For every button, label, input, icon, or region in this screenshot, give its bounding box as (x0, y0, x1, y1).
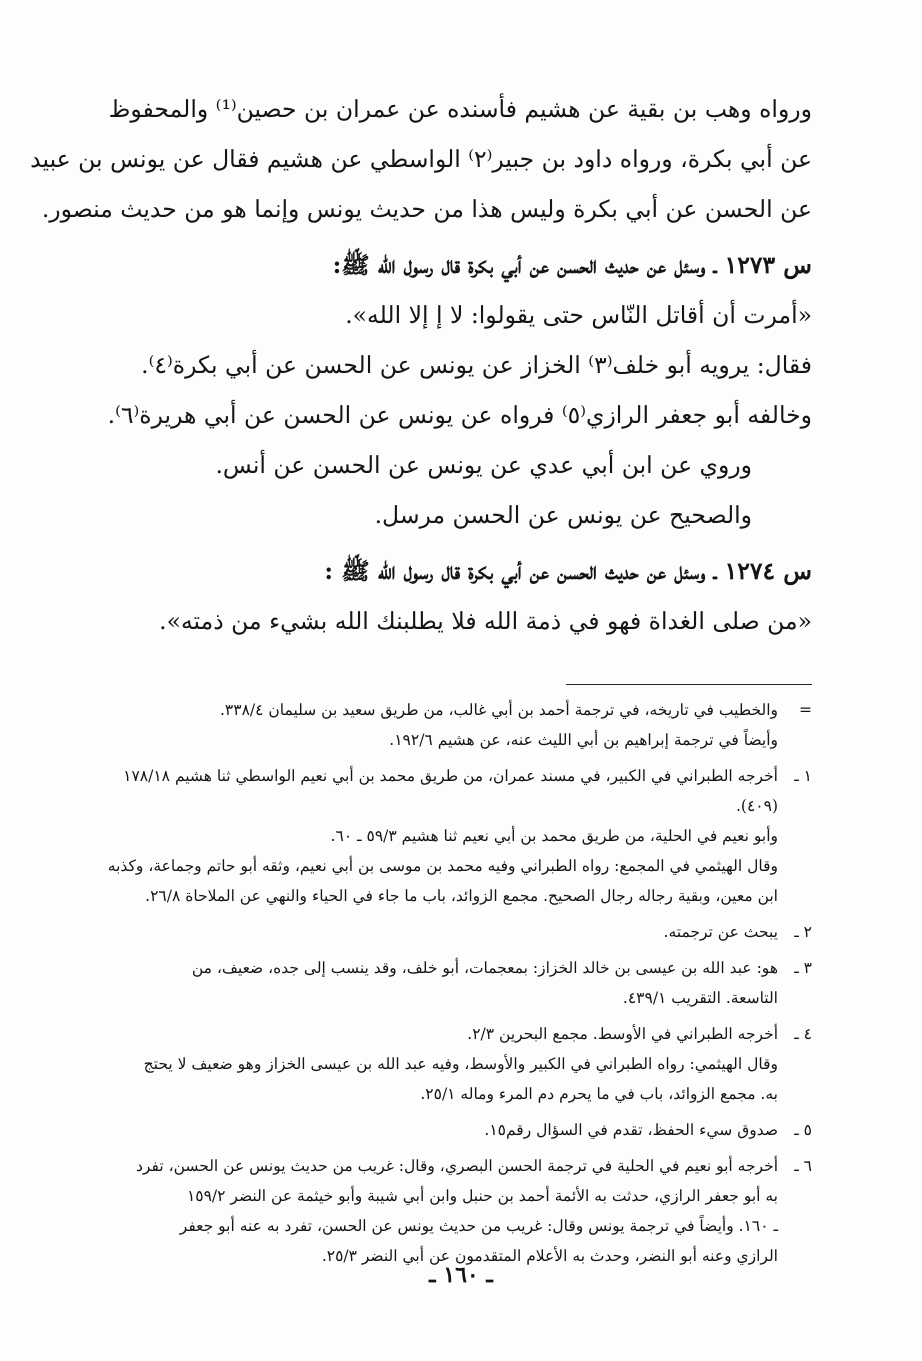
main-line: عن الحسن عن أبي بكرة وليس هذا من حديث يونس وإنما هو من حديث منصور. (41, 195, 812, 223)
page-number: ـ ١٦٠ ـ (429, 1262, 493, 1288)
footnote-line: أخرجه أبو نعيم في الحلية في ترجمة الحسن البصري، وقال: غريب من حديث يونس عن الحسن، تفرد (136, 1157, 778, 1175)
footnote-marker: ٣ ـ (794, 959, 812, 977)
footnote-line: صدوق سيء الحفظ، تقدم في السؤال رقم١٥. (484, 1121, 778, 1139)
main-line: ورواه وهب بن بقية عن هشيم فأسنده عن عمران بن حصين⁽¹⁾ والمحفوظ (108, 95, 812, 123)
footnote-marker: ١ ـ (794, 767, 812, 785)
footnote-body (96, 953, 778, 1013)
footnote (96, 1019, 812, 1109)
footnote-marker: ٦ ـ (794, 1157, 812, 1175)
footnote (96, 953, 812, 1013)
footnote-line: وأبو نعيم في الحلية، من طريق محمد بن أبي نعيم ثنا هشيم ٥٩/٣ ـ ٦٠. (330, 827, 778, 845)
footnote-body (96, 917, 778, 947)
footnote-separator-wrap (96, 664, 812, 685)
main-line: عن أبي بكرة، ورواه داود بن جبير⁽٢⁾ الواسطي عن هشيم فقال عن يونس بن عبيد (30, 145, 812, 173)
footnote-line: أخرجه الطبراني في الكبير، في مسند عمران، من طريق محمد بن أبي نعيم الواسطي ثنا هشيم ١٧٨/١٨ (123, 767, 778, 785)
footnote (96, 761, 812, 911)
footnote-marker: = (799, 701, 812, 719)
page-body (30, 84, 812, 1277)
footnote (96, 1151, 812, 1271)
footnote-line: يبحث عن ترجمته. (663, 923, 778, 941)
footnote-marker: ٢ ـ (794, 923, 812, 941)
footnotes (96, 695, 812, 1271)
footnote-line: أخرجه الطبراني في الأوسط. مجمع البحرين ٢/٣. (467, 1025, 778, 1043)
main-line: «أمرت أن أقاتل النّاس حتى يقولوا: لا إ إلا الله». (345, 301, 812, 329)
footnote-line: التاسعة. التقريب ٤٣٩/١. (622, 989, 778, 1007)
footnote-line: وقال الهيثمي في المجمع: رواه الطبراني وفيه محمد بن موسى بن أبي نعيم، وثقه أبو حاتم وجماعة، وكذبه (107, 857, 778, 875)
main-line: فقال: يرويه أبو خلف⁽٣⁾ الخزاز عن يونس عن الحسن عن أبي بكرة⁽٤⁾. (141, 351, 812, 379)
footnote-body (96, 1019, 778, 1109)
footnote (96, 695, 812, 755)
footnote (96, 917, 812, 947)
footnote-line: والخطيب في تاريخه، في ترجمة أحمد بن أبي غالب، من طريق سعيد بن سليمان ٣٣٨/٤. (219, 701, 778, 719)
main-line: وخالفه أبو جعفر الرازي⁽٥⁾ فرواه عن يونس عن الحسن عن أبي هريرة⁽٦⁾. (107, 401, 812, 429)
footnote-line: وقال الهيثمي: رواه الطبراني في الكبير والأوسط، وفيه عبد الله بن عيسى الخزاز وهو ضعيف لا يحتج (143, 1055, 778, 1073)
main-line: «من صلى الغداة فهو في ذمة الله فلا يطلبنك الله بشيء من ذمته». (159, 607, 812, 635)
footnote-line: الرازي وعنه أبو النضر، وحدث به الأعلام المتقدمون عن أبي النضر ٢٥/٣. (321, 1247, 778, 1265)
footnote-body (96, 1115, 778, 1145)
footnote-marker: ٤ ـ (794, 1025, 812, 1043)
footnote-line: هو: عبد الله بن عيسى بن خالد الخزاز: بمعجمات، أبو خلف، وقد ينسب إلى جده، ضعيف، من (191, 959, 778, 977)
main-line: وروي عن ابن أبي عدي عن يونس عن الحسن عن أنس. (215, 451, 752, 479)
footnote-marker: ٥ ـ (794, 1121, 812, 1139)
footnote-body (96, 695, 778, 755)
main-line: س ١٢٧٣ ـ وسئل عن حديث الحسن عن أبي بكرة قال رسول الله ﷺ: (332, 251, 812, 279)
main-text (30, 84, 812, 646)
footnote-body (96, 761, 778, 911)
footnote-line: به. مجمع الزوائد، باب في ما يحرم دم المرء وماله ٢٥/١. (420, 1085, 778, 1103)
main-line: س ١٢٧٤ ـ وسئل عن حديث الحسن عن أبي بكرة قال رسول الله ﷺ : (324, 557, 812, 585)
footnote (96, 1115, 812, 1145)
footnote-line: وأيضاً في ترجمة إبراهيم بن أبي الليث عنه، عن هشيم ١٩٢/٦. (389, 731, 778, 749)
footnote-line: ابن معين، وبقية رجاله رجال الصحيح. مجمع الزوائد، باب ما جاء في الحياء والنهي عن الملاحاة ٢٦/٨. (145, 887, 778, 905)
footnote-body (96, 1151, 778, 1271)
footnote-line: ـ ١٦٠. وأيضاً في ترجمة يونس وقال: غريب من حديث يونس عن الحسن، تفرد به عنه أبو جعفر (179, 1217, 778, 1235)
footnote-separator (566, 684, 812, 685)
footnote-line: به أبو جعفر الرازي، حدثت به الأئمة أحمد بن حنبل وابن أبي شيبة وأبو خيثمة عن النضر ١٥٩/٢ (186, 1187, 778, 1205)
main-line: والصحيح عن يونس عن الحسن مرسل. (374, 501, 752, 529)
footnote-line: (٤٠٩). (735, 797, 778, 815)
